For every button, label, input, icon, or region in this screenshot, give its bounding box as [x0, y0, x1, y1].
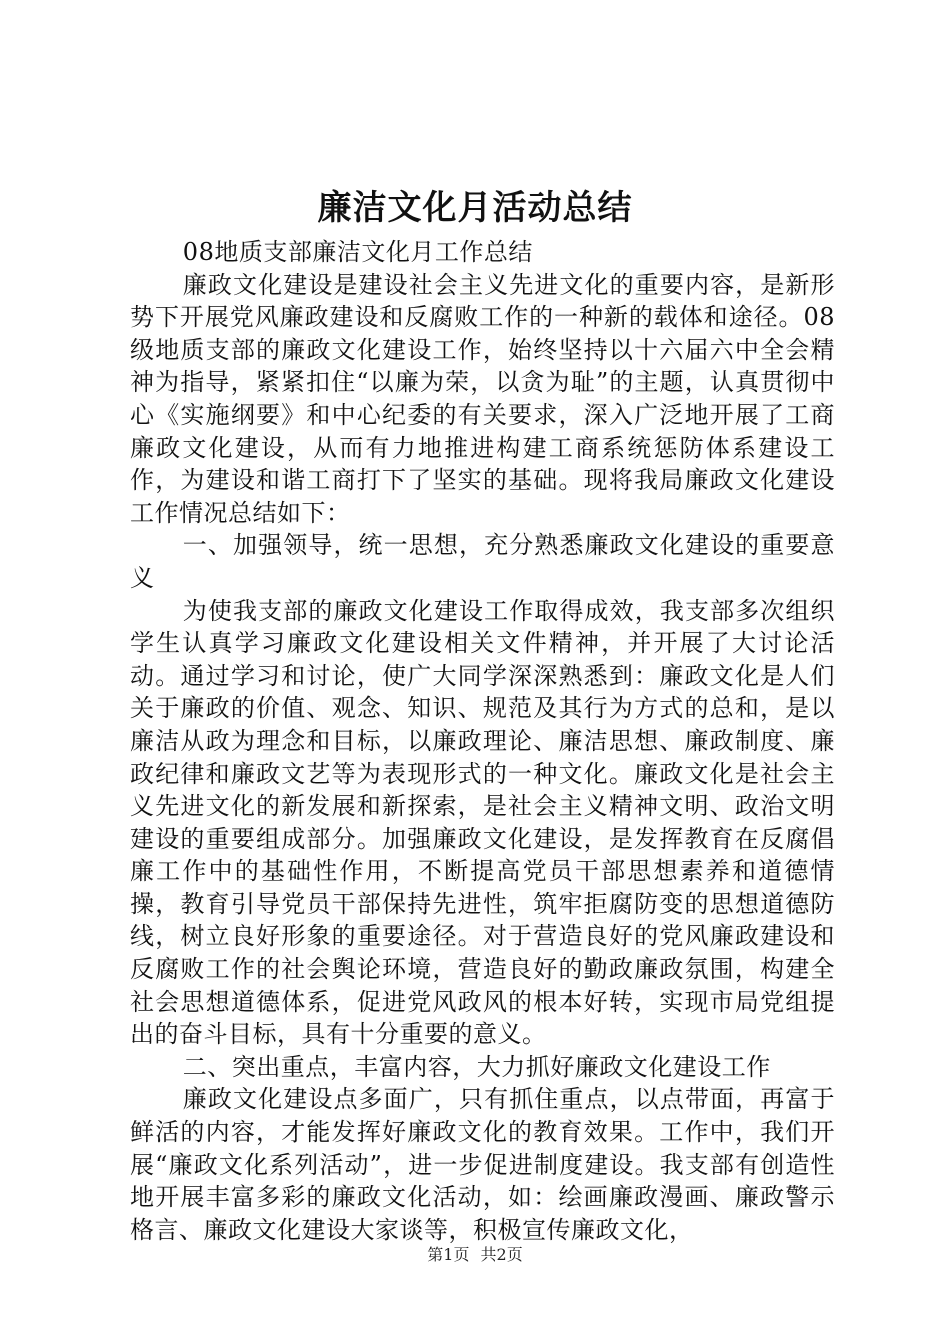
document-title: 廉洁文化月活动总结 [317, 188, 633, 228]
document-body [130, 236, 835, 1246]
page-number: 第1页 [427, 1245, 470, 1264]
paragraph-section-1: 为使我支部的廉政文化建设工作取得成效，我支部多次组织学生认真学习廉政文化建设相关文件精神，并开展了大讨论活动。通过学习和讨论，使广大同学深深熟悉到：廉政文化是人们关于廉政的价值、观念、知识、规范及其行为方式的总和，是以廉洁从政为理念和目标，以廉政理论、廉洁思想、廉政制度、廉政纪律和廉政文艺等为表现形式的一种文化。廉政文化是社会主义先进文化的新发展和新探索，是社会主义精神文明、政治文明建设的重要组成部分。加强廉政文化建设，是发挥教育在反腐倡廉工作中的基础性作用，不断提高党员干部思想素养和道德情操，教育引导党员干部保持先进性，筑牢拒腐防变的思想道德防线，树立良好形象的重要途径。对于营造良好的党风廉政建设和反腐败工作的社会舆论环境，营造良好的勤政廉政氛围，构建全社会思想道德体系，促进党风政风的根本好转，实现市局党组提出的奋斗目标，具有十分重要的意义。 [130, 596, 835, 1049]
page-total: 共2页 [480, 1245, 523, 1264]
paragraph-intro: 廉政文化建设是建设社会主义先进文化的重要内容，是新形势下开展党风廉政建设和反腐败工作的一种新的载体和途径。08级地质支部的廉政文化建设工作，始终坚持以十六届六中全会精神为指导，紧紧扣住“以廉为荣，以贪为耻”的主题，认真贯彻中心《实施纲要》和中心纪委的有关要求，深入广泛地开展了工商廉政文化建设，从而有力地推进构建工商系统惩防体系建设工作，为建设和谐工商打下了坚实的基础。现将我局廉政文化建设工作情况总结如下： [130, 270, 835, 527]
paragraph-subtitle: 08地质支部廉洁文化月工作总结 [182, 238, 533, 266]
section-heading-1: 一、加强领导，统一思想，充分熟悉廉政文化建设的重要意义 [130, 531, 835, 592]
paragraph-section-2: 廉政文化建设点多面广，只有抓住重点，以点带面，再富于鲜活的内容，才能发挥好廉政文化的教育效果。工作中，我们开展“廉政文化系列活动”，进一步促进制度建设。我支部有创造性地开展丰富多彩的廉政文化活动，如：绘画廉政漫画、廉政警示格言、廉政文化建设大家谈等，积极宣传廉政文化， [130, 1085, 835, 1244]
page-footer [0, 1244, 950, 1266]
section-heading-2: 二、突出重点，丰富内容，大力抓好廉政文化建设工作 [182, 1052, 771, 1081]
